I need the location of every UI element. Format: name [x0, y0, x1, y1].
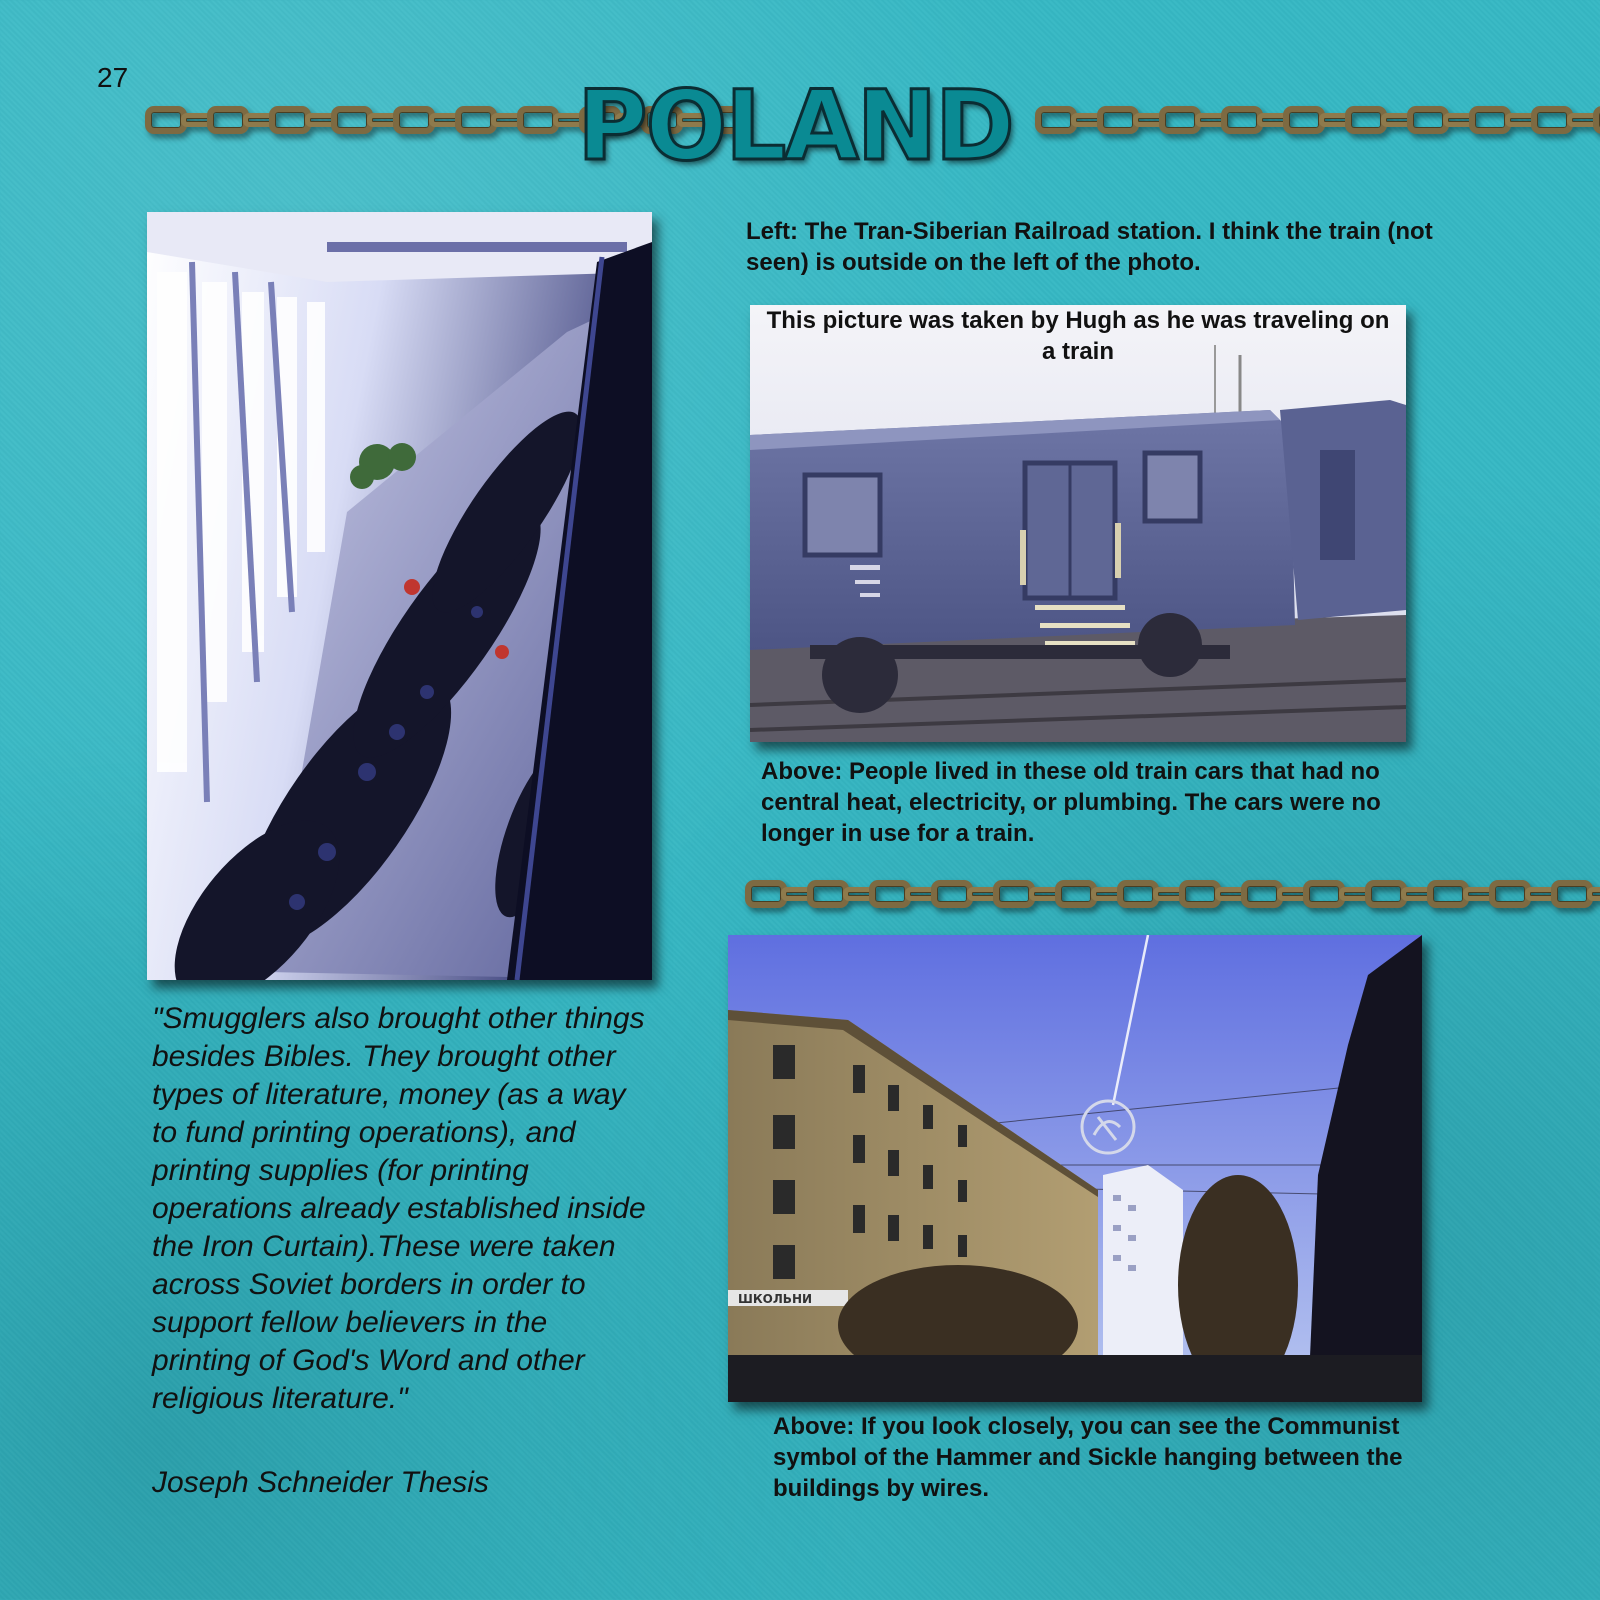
train-overlay-caption: This picture was taken by Hugh as he was traveling on a train: [766, 307, 1390, 365]
smugglers-quote: "Smugglers also brought other things besides Bibles. They brought other types of literature, money (as a way to fund printing operations), and printing supplies (for printing operations already established inside the Iron Curtain).These were taken across Soviet borders in order to support fellow believers in the printing of God's Word and other religious literature.": [152, 1002, 646, 1415]
quote-attribution: Joseph Schneider Thesis: [152, 1466, 489, 1499]
station-caption: Left: The Tran-Siberian Railroad station. I think the train (not seen) is outside on the left of the photo.: [746, 218, 1433, 276]
chain-decoration-right: [1035, 106, 1600, 134]
page-title: POLAND: [577, 70, 1013, 182]
train-cars-caption: Above: People lived in these old train cars that had no central heat, electricity, or plumbing. The cars were no longer in use for a train.: [761, 758, 1381, 847]
page-number: 27: [97, 62, 129, 93]
station-photo: [147, 212, 652, 980]
chain-decoration-middle: [745, 880, 1600, 908]
train-photo: [750, 305, 1406, 742]
storefront-sign: ШКОЛЬНИ: [738, 1292, 813, 1306]
street-caption: Above: If you look closely, you can see the Communist symbol of the Hammer and Sickle hanging between the buildings by wires.: [773, 1413, 1403, 1502]
street-photo: [728, 935, 1422, 1402]
